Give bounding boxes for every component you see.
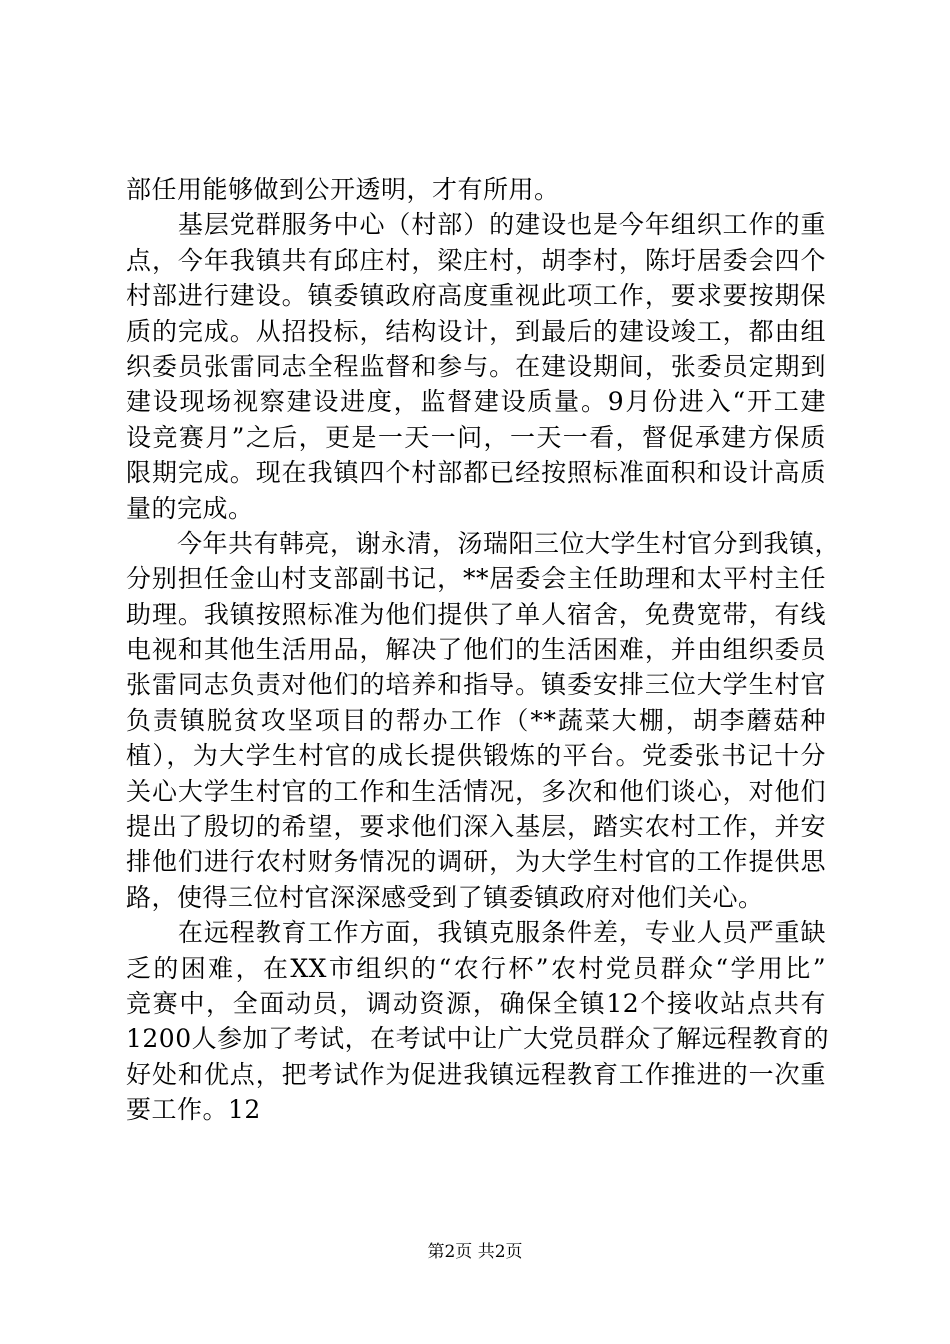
text-line: 要工作。12	[126, 1095, 261, 1125]
text-line: 植），为大学生村官的成长提供锻炼的平台。党委张书记十分	[126, 741, 826, 771]
page-number-label: 第2页 共2页	[427, 1242, 523, 1262]
paragraph	[126, 207, 826, 526]
paragraph	[126, 915, 830, 1127]
text-line: 今年共有韩亮，谢永清，汤瑞阳三位大学生村官分到我镇，	[126, 528, 841, 558]
text-line: 好处和优点，把考试作为促进我镇远程教育工作推进的一次重	[126, 1059, 826, 1089]
page-footer	[0, 1241, 950, 1263]
text-line: 限期完成。现在我镇四个村部都已经按照标准面积和设计高质	[126, 458, 826, 488]
text-line: 路，使得三位村官深深感受到了镇委镇政府对他们关心。	[126, 882, 764, 912]
text-line: 量的完成。	[126, 493, 254, 523]
text-line: 负责镇脱贫攻坚项目的帮办工作（**蔬菜大棚，胡李蘑菇种	[126, 705, 826, 735]
text-line: 基层党群服务中心（村部）的建设也是今年组织工作的重	[126, 210, 826, 240]
text-line: 质的完成。从招投标，结构设计，到最后的建设竣工，都由组	[126, 316, 826, 346]
text-line: 乏的困难，在XX市组织的“农行杯”农村党员群众“学用比”	[126, 953, 826, 983]
document-body	[126, 172, 841, 1128]
text-line: 排他们进行农村财务情况的调研，为大学生村官的工作提供思	[126, 847, 826, 877]
text-line: 建设现场视察建设进度，监督建设质量。9月份进入“开工建	[126, 387, 826, 417]
text-line: 竞赛中，全面动员，调动资源，确保全镇12个接收站点共有	[126, 988, 826, 1018]
text-line: 分别担任金山村支部副书记，**居委会主任助理和太平村主任	[126, 564, 826, 594]
text-line: 设竞赛月”之后，更是一天一问，一天一看，督促承建方保质	[126, 422, 826, 452]
text-line: 张雷同志负责对他们的培养和指导。镇委安排三位大学生村官	[126, 670, 826, 700]
paragraph	[126, 526, 841, 915]
text-line: 助理。我镇按照标准为他们提供了单人宿舍，免费宽带，有线	[126, 599, 826, 629]
text-line: 点，今年我镇共有邱庄村，梁庄村，胡李村，陈圩居委会四个	[126, 245, 826, 275]
paragraph	[126, 172, 826, 207]
text-line: 提出了殷切的希望，要求他们深入基层，踏实农村工作，并安	[126, 812, 826, 842]
text-line: 电视和其他生活用品，解决了他们的生活困难，并由组织委员	[126, 635, 826, 665]
text-line: 村部进行建设。镇委镇政府高度重视此项工作，要求要按期保	[126, 281, 826, 311]
text-line: 1200人参加了考试，在考试中让广大党员群众了解远程教育的	[126, 1024, 830, 1054]
text-line: 部任用能够做到公开透明，才有所用。	[126, 175, 560, 204]
text-line: 在远程教育工作方面，我镇克服条件差，专业人员严重缺	[126, 918, 826, 948]
text-line: 织委员张雷同志全程监督和参与。在建设期间，张委员定期到	[126, 351, 826, 381]
text-line: 关心大学生村官的工作和生活情况，多次和他们谈心，对他们	[126, 776, 826, 806]
